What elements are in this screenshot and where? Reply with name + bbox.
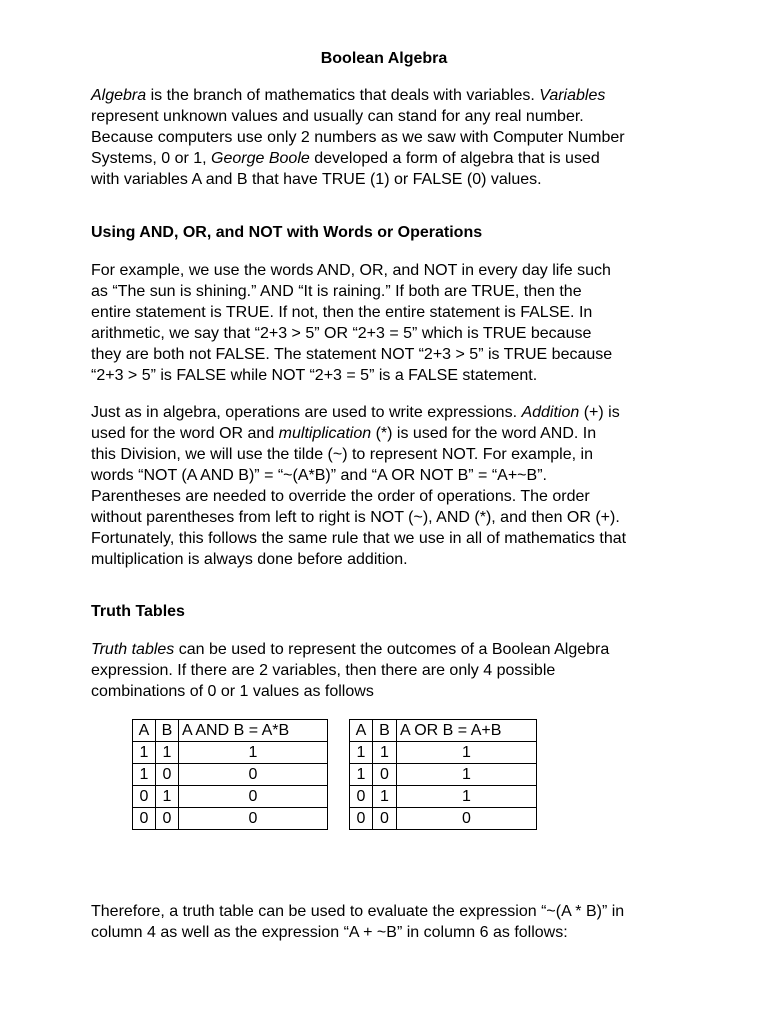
operations-line-3: entire statement is TRUE. If not, then the entire statement is FALSE. In [91, 304, 593, 321]
text-segment: (*) is used for the word AND. In [371, 425, 597, 442]
table-cell: 1 [373, 742, 397, 764]
header-cell: B [373, 720, 397, 742]
section-heading-operations: Using AND, OR, and NOT with Words or Operations [91, 224, 483, 241]
table-cell: 0 [350, 786, 373, 808]
text-segment: developed a form of algebra that is used [309, 150, 600, 167]
text-segment: Just as in algebra, operations are used to write expressions. [91, 404, 522, 421]
text-segment: used for the word OR and [91, 425, 279, 442]
table-row [133, 764, 328, 786]
truth-table-or [349, 719, 537, 830]
table-cell: 1 [133, 764, 156, 786]
operations-line-6: “2+3 > 5” is FALSE while NOT “2+3 = 5” is a FALSE statement. [91, 367, 538, 384]
expressions-line-3: this Division, we will use the tilde (~) to represent NOT. For example, in [91, 446, 593, 463]
evaluate-line-2: column 4 as well as the expression “A + ~B” in column 6 as follows: [91, 924, 568, 941]
table-cell: 1 [156, 742, 179, 764]
expressions-paragraph [91, 402, 691, 570]
table-cell: 0 [350, 808, 373, 830]
table-cell: 1 [397, 764, 537, 786]
emphasis-text: Addition [521, 404, 580, 421]
operations-line-1: For example, we use the words AND, OR, and NOT in every day life such [91, 262, 611, 279]
table-cell: 0 [179, 786, 328, 808]
expressions-line-8: multiplication is always done before addition. [91, 551, 408, 568]
truth-tables-line-3: combinations of 0 or 1 values as follows [91, 683, 374, 700]
emphasis-text: Algebra [91, 87, 147, 104]
table-cell: 0 [179, 764, 328, 786]
table-row [350, 764, 537, 786]
table-cell: 0 [373, 764, 397, 786]
intro-paragraph [91, 85, 691, 190]
intro-line-1 [91, 85, 691, 106]
operations-line-2: as “The sun is shining.” AND “It is raining.” If both are TRUE, then the [91, 283, 582, 300]
table-cell: 1 [133, 742, 156, 764]
evaluate-line-1: Therefore, a truth table can be used to evaluate the expression “~(A * B)” in [91, 903, 625, 920]
table-cell: 1 [179, 742, 328, 764]
text-segment: (+) is [579, 404, 620, 421]
header-cell: A [133, 720, 156, 742]
section-heading-truth-tables: Truth Tables [91, 603, 185, 620]
expressions-line-6: without parentheses from left to right is NOT (~), AND (*), and then OR (+). [91, 509, 620, 526]
operations-paragraph [91, 260, 691, 386]
table-row [133, 808, 328, 830]
table-row [133, 742, 328, 764]
text-segment: is the branch of mathematics that deals with variables. [146, 87, 540, 104]
header-cell: B [156, 720, 179, 742]
table-row [350, 786, 537, 808]
truth-tables-line-2: expression. If there are 2 variables, then there are only 4 possible [91, 662, 556, 679]
intro-line-2: represent unknown values and usually can stand for any real number. [91, 108, 584, 125]
truth-tables-paragraph [91, 639, 691, 702]
table-cell: 0 [156, 808, 179, 830]
table-row [350, 808, 537, 830]
header-cell: A OR B = A+B [397, 720, 537, 742]
expressions-line-1 [91, 402, 691, 423]
emphasis-text: Truth tables [91, 641, 175, 658]
header-cell: A [350, 720, 373, 742]
table-cell: 0 [397, 808, 537, 830]
table-cell: 1 [373, 786, 397, 808]
text-segment: Systems, 0 or 1, [91, 150, 212, 167]
table-cell: 0 [373, 808, 397, 830]
table-header-row [350, 720, 537, 742]
table-cell: 0 [179, 808, 328, 830]
operations-line-5: they are both not FALSE. The statement NOT “2+3 > 5” is TRUE because [91, 346, 613, 363]
table-cell: 0 [133, 786, 156, 808]
expressions-line-4: words “NOT (A AND B)” = “~(A*B)” and “A OR NOT B” = “A+~B”. [91, 467, 547, 484]
operations-line-4: arithmetic, we say that “2+3 > 5” OR “2+3 = 5” which is TRUE because [91, 325, 592, 342]
table-cell: 0 [133, 808, 156, 830]
table-cell: 1 [397, 742, 537, 764]
truth-tables-line-1 [91, 639, 691, 660]
header-cell: A AND B = A*B [179, 720, 328, 742]
intro-line-3: Because computers use only 2 numbers as we saw with Computer Number [91, 129, 625, 146]
emphasis-text: multiplication [278, 425, 372, 442]
table-cell: 1 [397, 786, 537, 808]
page-title: Boolean Algebra [320, 50, 448, 67]
emphasis-text: George Boole [211, 150, 310, 167]
table-cell: 1 [156, 786, 179, 808]
table-cell: 1 [350, 742, 373, 764]
table-row [133, 786, 328, 808]
expressions-line-7: Fortunately, this follows the same rule that we use in all of mathematics that [91, 530, 627, 547]
table-row [350, 742, 537, 764]
expressions-line-5: Parentheses are needed to override the order of operations. The order [91, 488, 590, 505]
intro-line-4 [91, 148, 691, 169]
table-header-row [133, 720, 328, 742]
table-cell: 0 [156, 764, 179, 786]
expressions-line-2 [91, 423, 691, 444]
truth-table-and [132, 719, 328, 830]
table-cell: 1 [350, 764, 373, 786]
text-segment: can be used to represent the outcomes of a Boolean Algebra [174, 641, 610, 658]
intro-line-5: with variables A and B that have TRUE (1) or FALSE (0) values. [91, 171, 542, 188]
emphasis-text: Variables [539, 87, 606, 104]
evaluate-paragraph [91, 901, 691, 943]
